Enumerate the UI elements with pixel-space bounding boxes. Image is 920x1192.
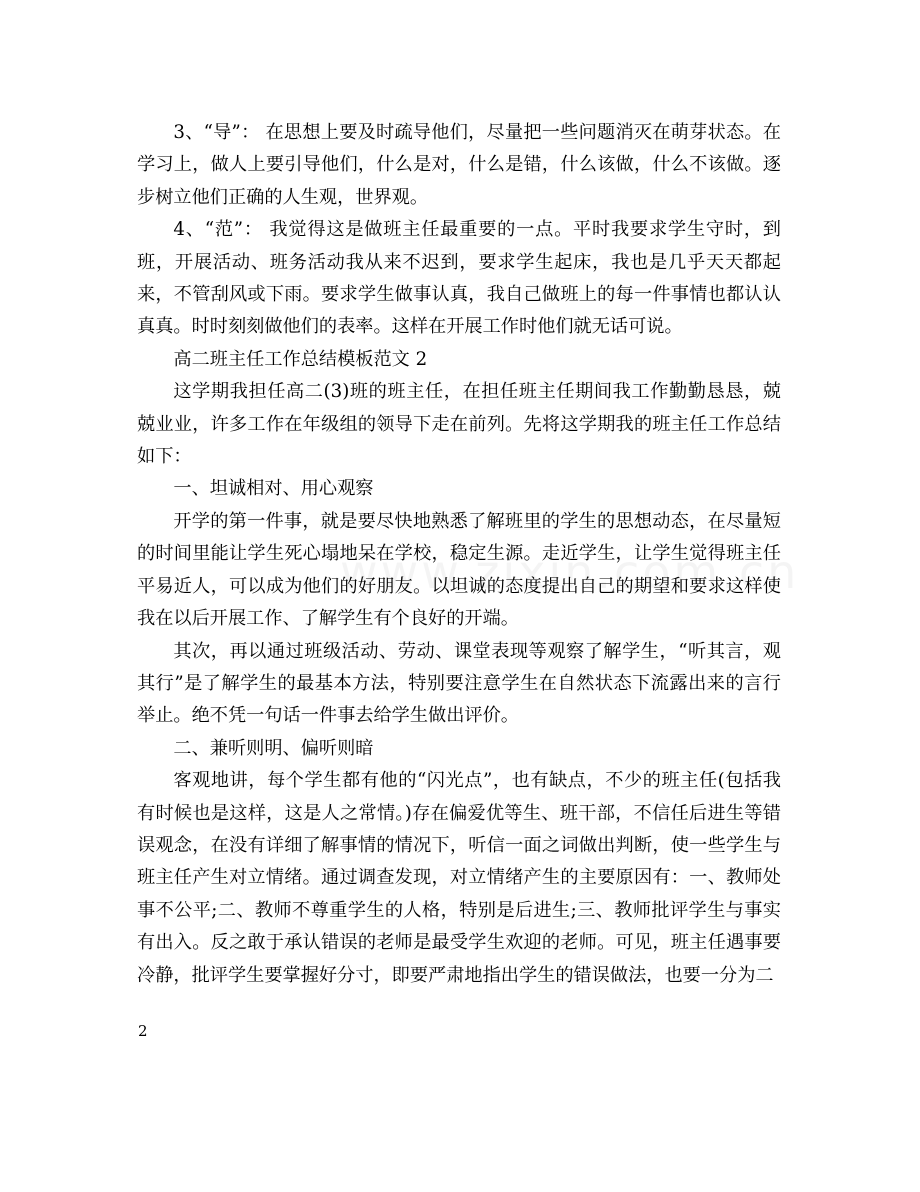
paragraph-dao: 3、“导”： 在思想上要及时疏导他们，尽量把一些问题消灭在萌芽状态。在学习上，做人上要引导他们，什么是对，什么是错，什么该做，什么不该做。逐步树立他们正确的人生观，世界观。 [137, 122, 781, 208]
heading-one: 一、坦诚相对、用心观察 [173, 478, 374, 500]
paragraph-fan: 4、“范”： 我觉得这是做班主任最重要的一点。平时我要求学生守时，到班，开展活动、班务活动我从来不迟到，要求学生起床，我也是几乎天天都起来，不管刮风或下雨。要求学生做事认真，我自己做班上的每一件事情也都认认真真。时时刻刻做他们的表率。这样在开展工作时他们就无话可说。 [137, 219, 781, 338]
section-title: 高二班主任工作总结模板范文 2 [173, 348, 428, 370]
page-number: 2 [138, 1022, 148, 1040]
paragraph-first-thing: 开学的第一件事，就是要尽快地熟悉了解班里的学生的思想动态，在尽量短的时间里能让学生死心塌地呆在学校，稳定生源。走近学生，让学生觉得班主任平易近人，可以成为他们的好朋友。以坦诚的态度提出自己的期望和要求这样使我在以后开展工作、了解学生有个良好的开端。 [137, 510, 781, 630]
paragraph-objective: 客观地讲，每个学生都有他的“闪光点”，也有缺点，不少的班主任(包括我有时候也是这样，这是人之常情。)存在偏爱优等生、班干部，不信任后进生等错误观念，在没有详细了解事情的情况下，听信一面之词做出判断，使一些学生与班主任产生对立情绪。通过调查发现，对立情绪产生的主要原因有：一、教师处事不公平;二、教师不尊重学生的人格，特别是后进生;三、教师批评学生与事实有出入。反之敢于承认错误的老师是最受学生欢迎的老师。可见，班主任遇事要冷静，批评学生要掌握好分寸，即要严肃地指出学生的错误做法，也要一分为二 [137, 770, 781, 986]
paragraph-intro: 这学期我担任高二(3)班的班主任，在担任班主任期间我工作勤勤恳恳，兢兢业业，许多工作在年级组的领导下走在前列。先将这学期我的班主任工作总结如下： [137, 381, 781, 468]
heading-two: 二、兼听则明、偏听则暗 [173, 737, 374, 759]
document-body [137, 117, 781, 992]
paragraph-secondly: 其次，再以通过班级活动、劳动、课堂表现等观察了解学生，“听其言，观其行”是了解学生的最基本方法，特别要注意学生在自然状态下流露出来的言行举止。绝不凭一句话一件事去给学生做出评价。 [137, 640, 781, 727]
